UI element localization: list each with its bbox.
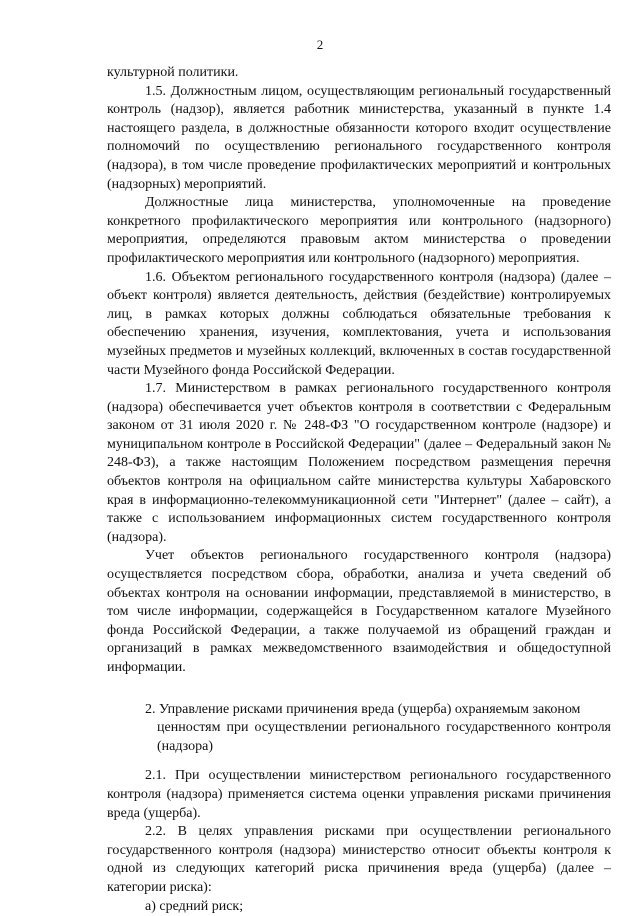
document-body — [107, 64, 611, 916]
page-number: 2 — [316, 37, 324, 52]
paragraph-1-7: 1.7. Министерством в рамках регионального государственного контроля (надзора) обеспечивается учет объектов контроля в соответствии с Федеральным законом от 31 июля 2020 г. № 248-ФЗ "О государственном контроле (надзоре) и муниципальном контроле в Российской Федерации" (далее – Федеральный закон № 248-ФЗ), а также настоящим Положением посредством размещения перечня объектов контроля на официальном сайте министерства культуры Хабаровского края в информационно-телекоммуникационной сети "Интернет" (далее – сайт), а также с использованием информационных систем государственного контроля (надзора). — [107, 381, 611, 545]
paragraph-1-5: 1.5. Должностным лицом, осуществляющим региональный государственный контроль (надзор), является работник министерства, указанный в пункте 1.4 настоящего раздела, в должностные обязанности которого входит осуществление полномочий по осуществлению регионального государственного контроля (надзора), в том числе проведение профилактических мероприятий и контрольных (надзорных) мероприятий. — [107, 83, 611, 192]
paragraph-accounting: Учет объектов регионального государственного контроля (надзора) осуществляется посредством сбора, обработки, анализа и учета сведений об объектах контроля на основании информации, представляемой в министерство, в том числе информации, содержащейся в Государственном каталоге Музейного фонда Российской Федерации, а также получаемой из обращений граждан и организаций в рамках межведомственного взаимодействия и общедоступной информации. — [107, 548, 611, 675]
section-heading-continuation: ценностям при осуществлении регионального государственного контроля (надзора) — [157, 720, 611, 754]
paragraph-2-2: 2.2. В целях управления рисками при осуществлении регионального государственного контроля (надзора) министерство относит объекты контроля к одной из следующих категорий риска причинения вреда (ущерба) (далее – категории риска): — [107, 824, 611, 895]
paragraph-continuation: культурной политики. — [107, 65, 239, 80]
section-heading — [107, 701, 611, 757]
paragraph-1-6: 1.6. Объектом регионального государственного контроля (надзора) (далее – объект контроля) является деятельность, действия (бездействие) контролируемых лиц, в рамках которых должны соблюдаться обязательные требования к обеспечению хранения, изучения, комплектования, учета и использования музейных предметов и музейных коллекций, включенных в состав государственной части Музейного фонда Российской Федерации. — [107, 269, 611, 378]
section-heading-line1: 2. Управление рисками причинения вреда (ущерба) охраняемым законом — [145, 701, 581, 717]
list-item-a: а) средний риск; — [145, 898, 244, 914]
paragraph-officials: Должностные лица министерства, уполномоченные на проведение конкретного профилактического мероприятия или контрольного (надзорного) мероприятия, определяются правовым актом министерства о проведении профилактического мероприятия или контрольного (надзорного) мероприятия. — [107, 195, 611, 266]
paragraph-2-1: 2.1. При осуществлении министерством регионального государственного контроля (надзора) применяется система оценки управления рисками причинения вреда (ущерба). — [107, 768, 611, 821]
